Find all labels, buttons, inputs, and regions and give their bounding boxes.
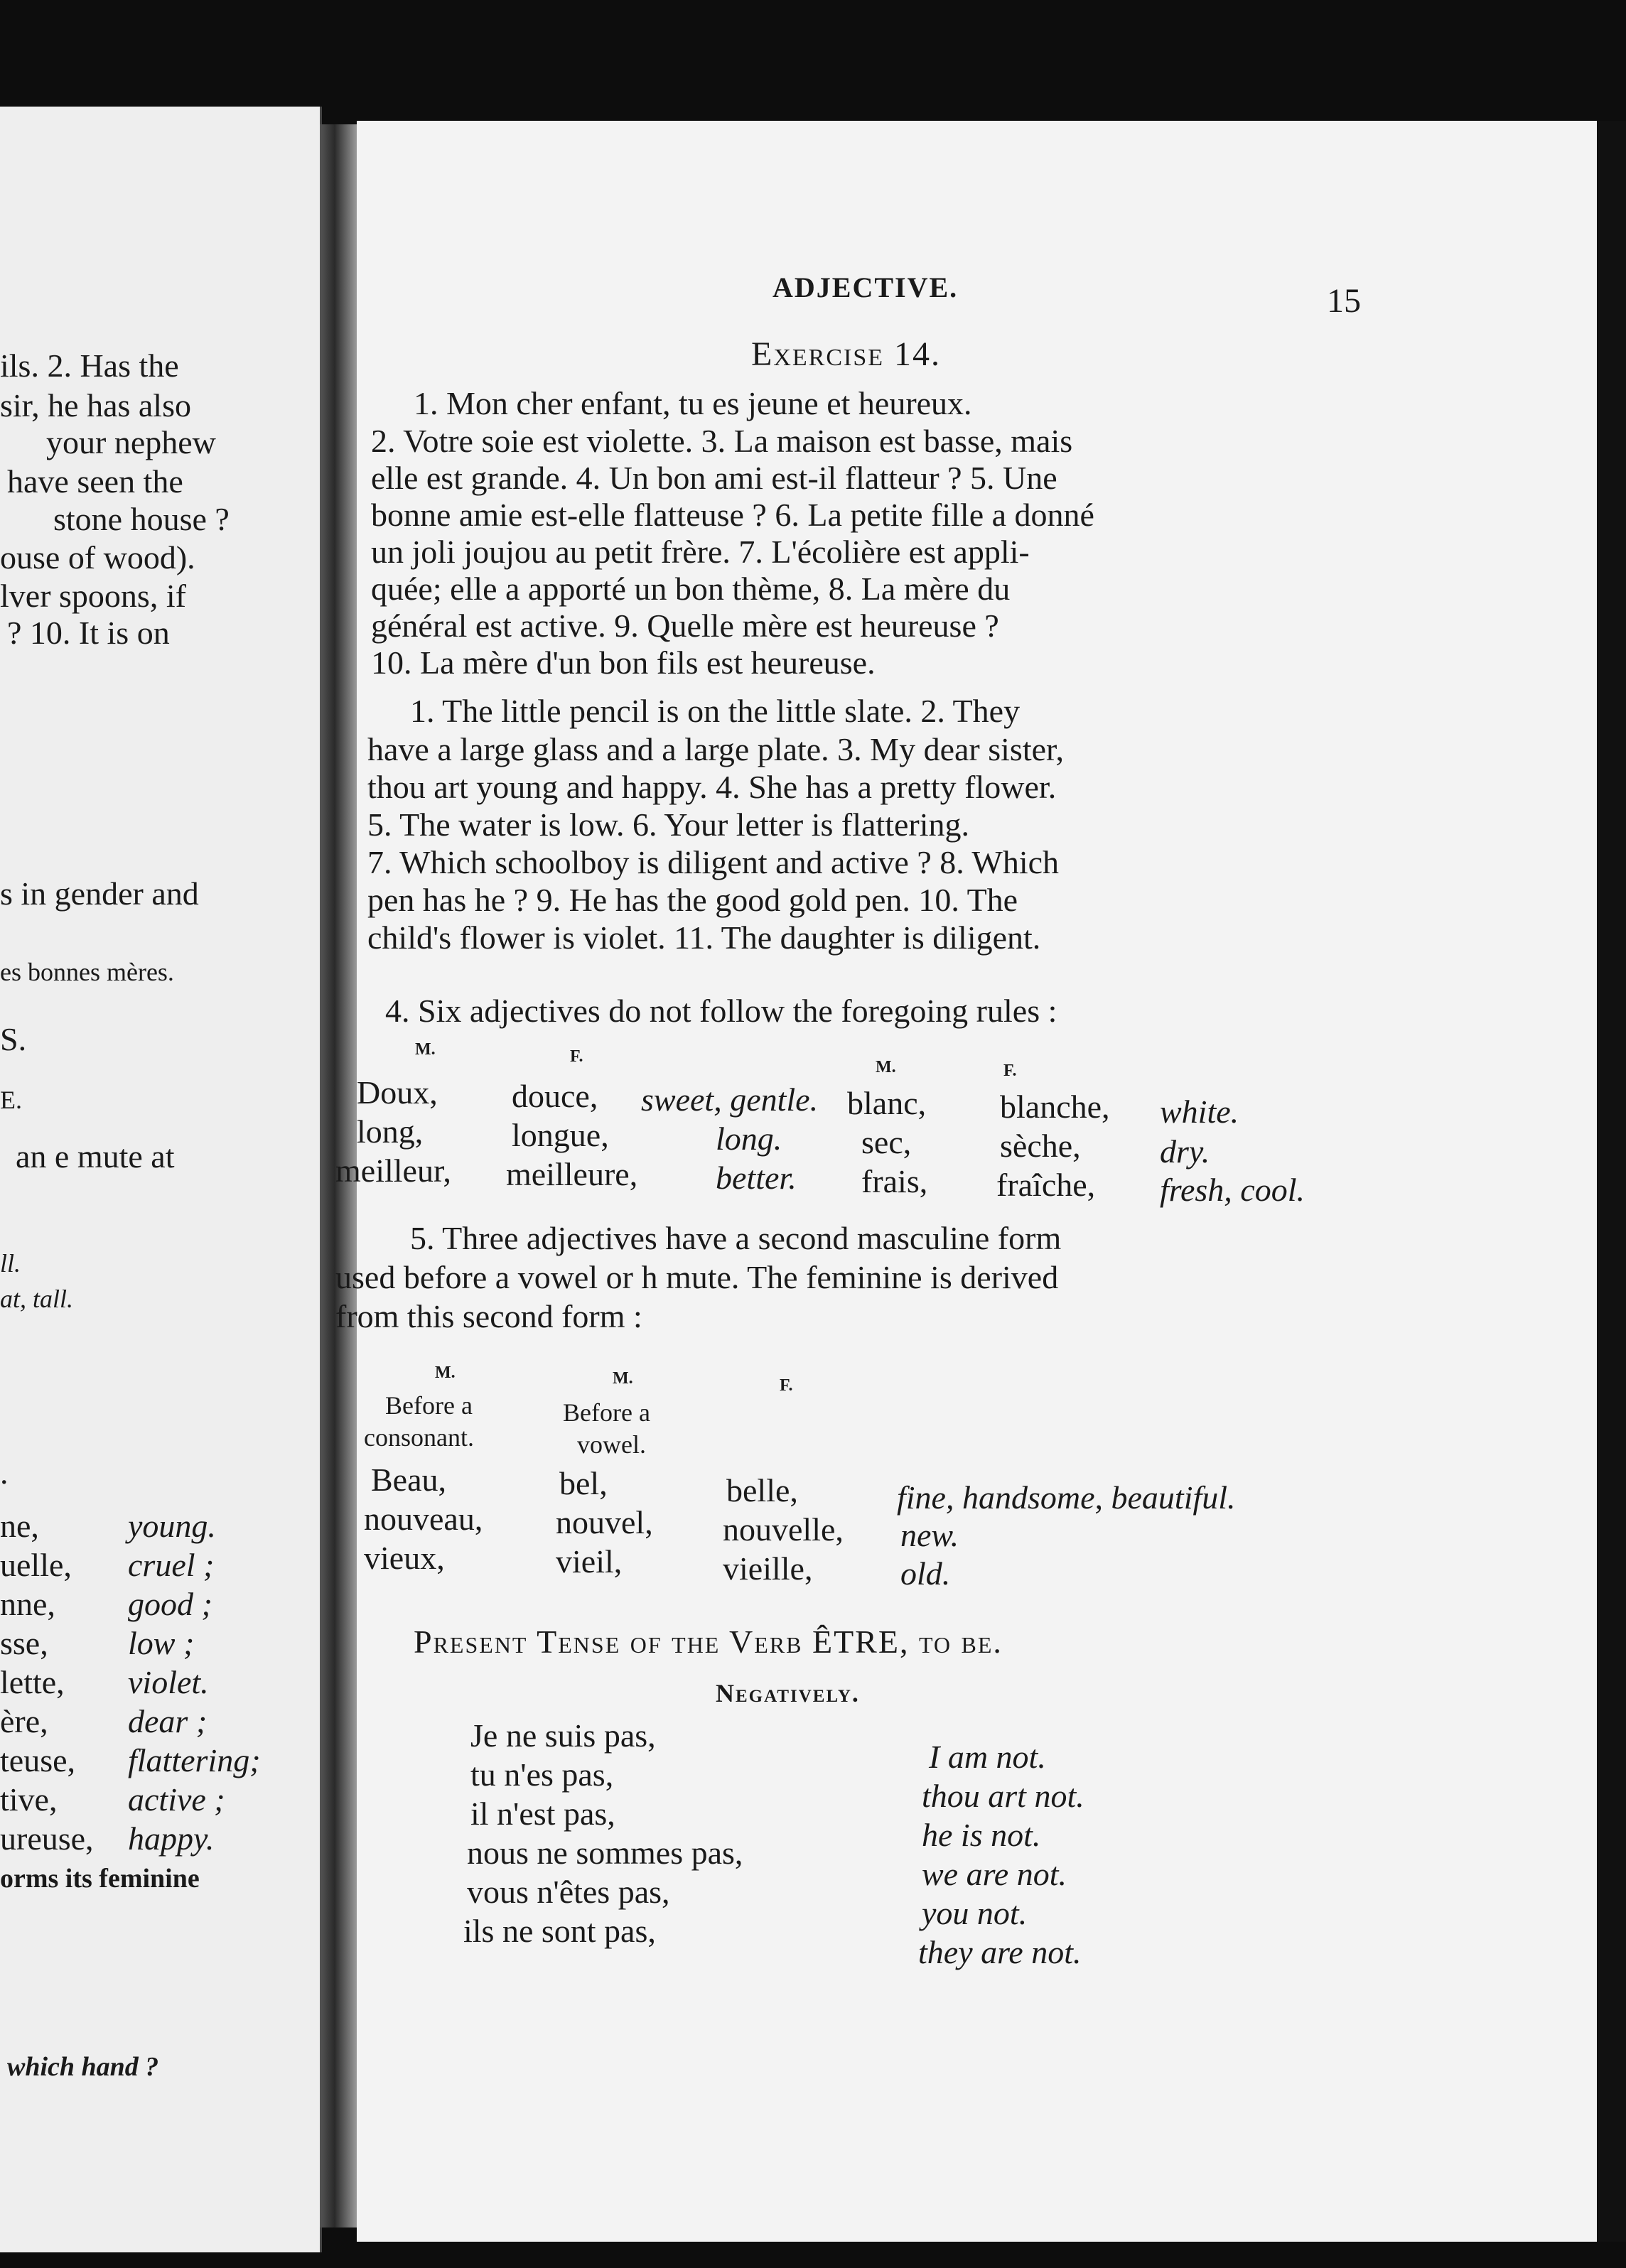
adj-en: fine, handsome, beautiful.: [897, 1479, 1236, 1516]
header-vowel: Before a: [563, 1398, 650, 1427]
left-adj-en: happy.: [128, 1820, 215, 1857]
adj-f: longue,: [512, 1117, 609, 1153]
left-adj-fr: tive,: [0, 1781, 58, 1818]
adj-m: long,: [357, 1113, 424, 1150]
adj-m: meilleur,: [335, 1152, 451, 1189]
adj-f: sèche,: [1000, 1128, 1081, 1164]
conj-fr: ils ne sont pas,: [463, 1913, 656, 1949]
left-line: E.: [0, 1086, 22, 1114]
rule-4: 4. Six adjectives do not follow the foregoing rules :: [385, 993, 1057, 1029]
adj-en: white.: [1160, 1094, 1239, 1130]
adj-m: sec,: [861, 1124, 912, 1160]
adj-f: fraîche,: [996, 1167, 1096, 1203]
conj-fr: nous ne sommes pas,: [467, 1835, 743, 1871]
page-edge-shadow: [1597, 121, 1626, 2242]
col-f-label: F.: [1003, 1062, 1017, 1080]
exercise-line: have a large glass and a large plate. 3. My dear sister,: [367, 731, 1064, 767]
left-adj-fr: uelle,: [0, 1547, 72, 1583]
col-m-label: M.: [613, 1369, 633, 1388]
adj-f: nouvelle,: [723, 1511, 844, 1548]
header-vowel: vowel.: [577, 1430, 646, 1459]
header-consonant: Before a: [385, 1391, 473, 1420]
left-adj-en: cruel ;: [128, 1547, 215, 1583]
adj-m2: bel,: [559, 1465, 608, 1501]
conj-fr: vous n'êtes pas,: [467, 1874, 670, 1910]
left-adj-fr: ne,: [0, 1508, 39, 1544]
left-line: .: [0, 1454, 9, 1491]
conj-fr: Je ne suis pas,: [470, 1717, 656, 1754]
adj-en: long.: [716, 1120, 782, 1157]
exercise-line: général est active. 9. Quelle mère est heureuse ?: [371, 608, 999, 644]
exercise-line: 7. Which schoolboy is diligent and active ? 8. Which: [367, 844, 1060, 880]
exercise-line: un joli joujou au petit frère. 7. L'écolière est appli-: [371, 534, 1030, 570]
left-line: which hand ?: [7, 2052, 159, 2082]
header-consonant: consonant.: [364, 1423, 474, 1452]
adj-m: frais,: [861, 1163, 928, 1199]
exercise-line: pen has he ? 9. He has the good gold pen. 10. The: [367, 882, 1018, 918]
adj-f: blanche,: [1000, 1089, 1110, 1125]
col-f-label: F.: [570, 1047, 583, 1066]
left-adj-fr: teuse,: [0, 1742, 76, 1778]
adj-en: new.: [900, 1517, 959, 1553]
left-line: ? 10. It is on: [7, 615, 170, 651]
exercise-line: child's flower is violet. 11. The daughter is diligent.: [367, 919, 1041, 956]
left-line: s in gender and: [0, 875, 199, 912]
left-adj-fr: lette,: [0, 1664, 65, 1700]
adj-f: belle,: [726, 1472, 798, 1508]
left-line: have seen the: [7, 463, 183, 500]
adj-f: douce,: [512, 1078, 598, 1114]
rule-5-line: used before a vowel or h mute. The feminine is derived: [335, 1259, 1059, 1295]
adj-en: fresh, cool.: [1160, 1172, 1305, 1208]
left-adj-fr: nne,: [0, 1586, 55, 1622]
col-m-label: M.: [415, 1040, 436, 1059]
left-adj-en: violet.: [128, 1664, 209, 1700]
conj-en: thou art not.: [922, 1778, 1084, 1814]
conj-fr: il n'est pas,: [470, 1796, 615, 1832]
rule-5-line: from this second form :: [335, 1298, 642, 1334]
left-page: [0, 107, 322, 2252]
adj-en: old.: [900, 1555, 951, 1592]
left-line: lver spoons, if: [0, 578, 186, 614]
page-number: 15: [1327, 282, 1361, 320]
left-line: ouse of wood).: [0, 539, 195, 576]
exercise-title: Exercise 14.: [751, 335, 941, 373]
left-line: stone house ?: [53, 501, 230, 537]
left-line: an e mute at: [16, 1138, 175, 1174]
exercise-line: 5. The water is low. 6. Your letter is flattering.: [367, 806, 970, 843]
adj-f: vieille,: [723, 1550, 813, 1587]
adj-m2: vieil,: [556, 1543, 623, 1580]
left-line: es bonnes mères.: [0, 958, 174, 986]
exercise-line: thou art young and happy. 4. She has a pretty flower.: [367, 769, 1057, 805]
left-adj-fr: ère,: [0, 1703, 48, 1739]
left-adj-en: flattering;: [128, 1742, 261, 1778]
conj-fr: tu n'es pas,: [470, 1756, 614, 1793]
adj-en: dry.: [1160, 1133, 1210, 1170]
left-line: ils. 2. Has the: [0, 347, 179, 384]
conj-en: I am not.: [929, 1739, 1046, 1775]
conj-en: they are not.: [918, 1934, 1082, 1970]
left-line: your nephew: [46, 424, 216, 460]
col-m-label: M.: [435, 1364, 456, 1382]
adj-f: meilleure,: [506, 1156, 638, 1192]
exercise-line: 1. The little pencil is on the little slate. 2. They: [410, 693, 1021, 729]
left-line: S.: [0, 1021, 27, 1057]
exercise-line: 10. La mère d'un bon fils est heureuse.: [371, 644, 876, 681]
exercise-line: bonne amie est-elle flatteuse ? 6. La petite fille a donné: [371, 497, 1094, 533]
left-adj-en: active ;: [128, 1781, 225, 1818]
adj-m1: vieux,: [364, 1540, 445, 1576]
col-f-label: F.: [780, 1376, 793, 1395]
left-line: sir, he has also: [0, 387, 191, 423]
adj-m1: nouveau,: [364, 1501, 483, 1537]
exercise-line: 1. Mon cher enfant, tu es jeune et heureux.: [414, 385, 972, 421]
exercise-line: 2. Votre soie est violette. 3. La maison est basse, mais: [371, 423, 1073, 459]
verb-title: Present Tense of the Verb ÊTRE, to be.: [414, 1624, 1003, 1660]
adj-m: Doux,: [357, 1074, 438, 1111]
left-line: orms its feminine: [0, 1864, 200, 1894]
left-adj-en: dear ;: [128, 1703, 208, 1739]
conj-en: we are not.: [922, 1856, 1067, 1892]
adj-m: blanc,: [847, 1085, 927, 1121]
right-page: [335, 121, 1597, 2242]
conj-en: he is not.: [922, 1817, 1041, 1853]
left-line: ll.: [0, 1249, 21, 1278]
left-adj-fr: sse,: [0, 1625, 48, 1661]
exercise-line: elle est grande. 4. Un bon ami est-il flatteur ? 5. Une: [371, 460, 1057, 496]
left-line: at, tall.: [0, 1285, 74, 1313]
left-adj-en: good ;: [128, 1586, 212, 1622]
adj-m2: nouvel,: [556, 1504, 653, 1540]
exercise-line: quée; elle a apporté un bon thème, 8. La mère du: [371, 571, 1011, 607]
adj-en: sweet, gentle.: [641, 1081, 819, 1118]
conj-en: you not.: [922, 1895, 1028, 1931]
running-head: ADJECTIVE.: [772, 271, 959, 303]
left-adj-en: young.: [128, 1508, 216, 1544]
left-adj-en: low ;: [128, 1625, 195, 1661]
left-adj-fr: ureuse,: [0, 1820, 94, 1857]
adj-m1: Beau,: [371, 1462, 447, 1498]
verb-subtitle: Negatively.: [716, 1679, 860, 1707]
col-m-label: M.: [876, 1058, 896, 1076]
adj-en: better.: [716, 1160, 797, 1196]
rule-5-line: 5. Three adjectives have a second masculine form: [410, 1220, 1062, 1256]
